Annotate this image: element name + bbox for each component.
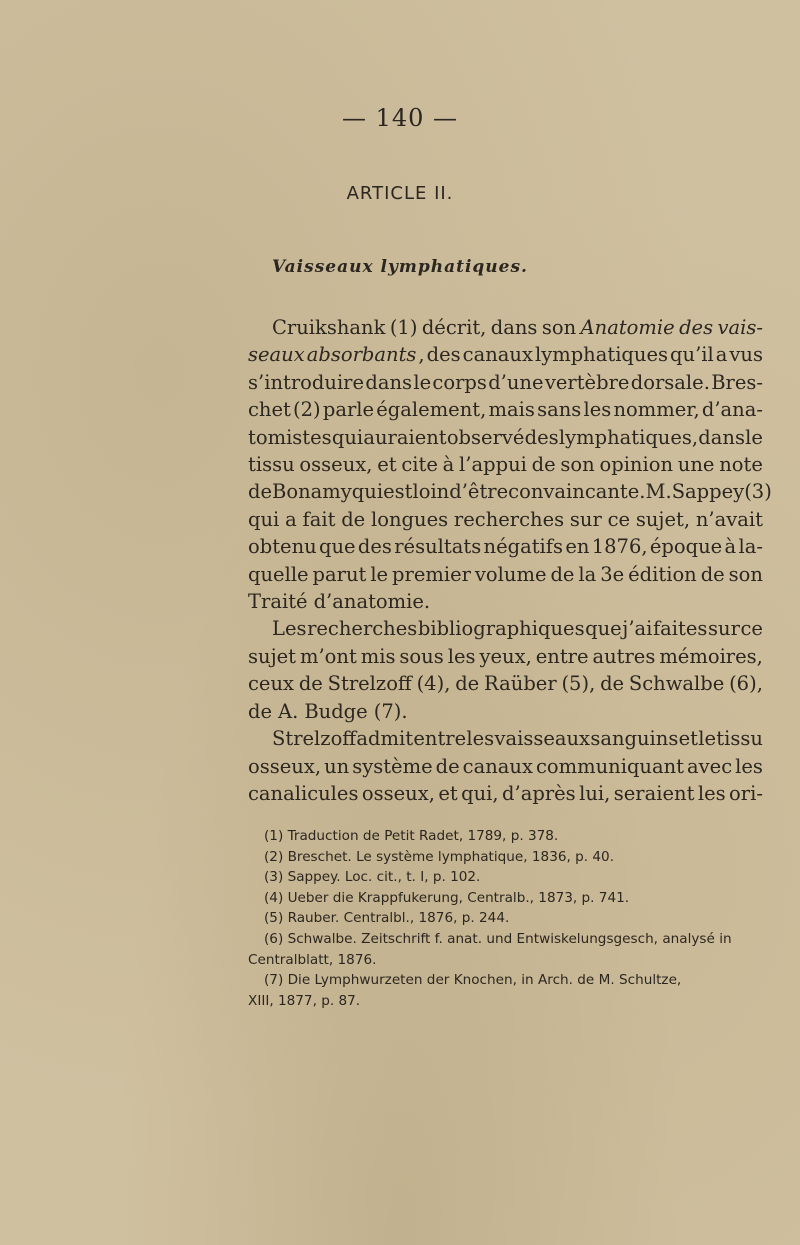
body-line <box>248 451 763 478</box>
word: de <box>298 672 323 696</box>
word: observé <box>446 425 525 449</box>
word: s’introduire <box>248 370 365 394</box>
word: note <box>719 453 763 477</box>
word: sous <box>399 644 444 668</box>
word: (5), <box>561 672 596 696</box>
word: Budge <box>304 699 368 723</box>
word: qui <box>248 507 280 531</box>
word: les <box>583 398 612 422</box>
article-heading: ARTICLE II. <box>346 183 454 204</box>
word: qui <box>351 480 384 504</box>
word: bibliographiques <box>417 617 585 641</box>
word: l’appui <box>459 453 527 477</box>
word: premier <box>392 562 471 586</box>
body-line <box>248 588 763 615</box>
word: canalicules <box>248 781 359 805</box>
word: M. <box>645 480 672 504</box>
body-line <box>248 478 772 505</box>
word: également, <box>376 398 487 422</box>
word: tomistes <box>248 425 332 449</box>
body-line <box>248 314 763 341</box>
word: à <box>724 535 737 559</box>
word: osseux, <box>299 453 373 477</box>
footnote: (7) Die Lymphwurzeten der Knochen, in Arch. de M. Schultze, <box>264 972 682 989</box>
word: ce <box>740 617 763 641</box>
word: vaisseaux <box>494 727 591 751</box>
body-line <box>248 753 763 780</box>
word: longues <box>371 507 449 531</box>
word: dans <box>698 425 745 449</box>
word: dans <box>365 370 413 394</box>
body-line <box>248 780 763 807</box>
word: dorsale. <box>630 370 710 394</box>
word: des <box>524 425 559 449</box>
word: Bonamy <box>272 480 352 504</box>
word: canaux <box>462 343 533 367</box>
word: autres <box>592 644 656 668</box>
body-line <box>248 424 763 451</box>
word: qui, <box>461 781 499 805</box>
body-line <box>248 341 763 368</box>
word: lymphatiques, <box>558 425 699 449</box>
word: des <box>679 316 714 339</box>
word: son <box>541 316 577 339</box>
word: a <box>285 507 297 531</box>
section-title: Vaisseaux lymphatiques. <box>272 257 528 277</box>
word: A. <box>278 699 299 723</box>
word: le <box>745 425 763 449</box>
word: d’anatomie. <box>313 590 431 614</box>
word: 3e <box>600 562 625 586</box>
word: que <box>319 535 356 559</box>
body-text <box>248 314 772 807</box>
word: son <box>728 562 763 586</box>
word: d’être <box>449 480 509 504</box>
footnote: (4) Ueber die Krappfukerung, Centralb., 1873, p. 741. <box>264 889 630 906</box>
word: ceux <box>248 672 295 696</box>
word: la- <box>738 535 763 559</box>
word: un <box>324 754 350 778</box>
word: la <box>578 562 597 586</box>
word: canaux <box>462 754 533 778</box>
word: système <box>352 754 433 778</box>
word: j’ai <box>622 617 653 641</box>
word: sanguins <box>590 727 679 751</box>
word: (4), <box>416 672 451 696</box>
word: communiquant <box>535 754 685 778</box>
word: résultats <box>394 535 482 559</box>
word: vertèbre <box>544 370 630 394</box>
word: faites <box>652 617 708 641</box>
word: 1876, <box>591 535 648 559</box>
word: lymphatiques <box>534 343 669 367</box>
word: (2) <box>293 398 321 422</box>
word: le <box>698 727 717 751</box>
word: les <box>697 781 726 805</box>
word: son <box>560 453 595 477</box>
word: recherches <box>307 617 418 641</box>
word: opinion <box>599 453 674 477</box>
word: tissu <box>716 727 763 751</box>
word: de <box>700 562 725 586</box>
word: auraient <box>363 425 447 449</box>
word: à <box>442 453 455 477</box>
word: ori- <box>729 781 763 805</box>
word: n’avait <box>695 507 763 531</box>
word: cite <box>401 453 438 477</box>
word: seraient <box>613 781 695 805</box>
word: et <box>678 727 698 751</box>
word: de <box>341 507 366 531</box>
word: d’ana- <box>701 398 763 422</box>
word: Cruikshank <box>272 316 386 339</box>
word: d’après <box>502 781 576 805</box>
word: en <box>565 535 590 559</box>
word: décrit, <box>421 316 487 339</box>
word: (6), <box>729 672 763 696</box>
word: Schwalbe <box>628 672 725 696</box>
word: recherches <box>453 507 565 531</box>
body-line <box>248 396 763 423</box>
word: sur <box>708 617 740 641</box>
body-line <box>248 533 763 560</box>
word: Strelzoff <box>327 672 412 696</box>
body-line <box>248 643 763 670</box>
word: volume <box>474 562 547 586</box>
word: Raüber <box>484 672 557 696</box>
word: lui, <box>579 781 611 805</box>
word: de <box>248 699 273 723</box>
word: une <box>677 453 715 477</box>
word: convaincante. <box>508 480 646 504</box>
word: chet <box>248 398 291 422</box>
body-line <box>248 369 763 396</box>
word: tissu <box>248 453 295 477</box>
word: (3) <box>744 480 772 504</box>
word: de <box>600 672 625 696</box>
word: mémoires, <box>659 644 763 668</box>
word: absorbants <box>306 343 417 367</box>
word: qu’il <box>670 343 714 367</box>
word: de <box>531 453 556 477</box>
word: le <box>370 562 389 586</box>
word: des <box>426 343 461 367</box>
word: que <box>585 617 622 641</box>
word: m’ont <box>299 644 357 668</box>
footnote: (6) Schwalbe. Zeitschrift f. anat. und Entwiskelungsgesch, analysé in <box>264 930 732 947</box>
word: , <box>418 343 425 367</box>
word: a <box>715 343 728 367</box>
word: entre <box>535 644 589 668</box>
word: nommer, <box>613 398 700 422</box>
word: admit <box>356 727 414 751</box>
footnote: (5) Rauber. Centralbl., 1876, p. 244. <box>264 910 510 927</box>
word: est <box>383 480 413 504</box>
body-line <box>248 506 763 533</box>
word: de <box>550 562 575 586</box>
word: mais <box>488 398 535 422</box>
word: de <box>455 672 480 696</box>
word: avec <box>687 754 733 778</box>
word: sans <box>537 398 582 422</box>
word: Strelzoff <box>272 727 357 751</box>
word: ce <box>607 507 631 531</box>
body-line <box>248 698 763 725</box>
body-line <box>248 725 763 752</box>
footnote: (1) Traduction de Petit Radet, 1789, p. 378. <box>264 828 559 844</box>
footnotes <box>248 826 763 1011</box>
word: yeux, <box>479 644 532 668</box>
word: et <box>438 781 458 805</box>
word: de <box>435 754 460 778</box>
word: les <box>735 754 763 778</box>
word: le <box>413 370 432 394</box>
word: (7). <box>373 699 408 723</box>
word: osseux, <box>248 754 322 778</box>
word: corps <box>432 370 487 394</box>
word: obtenu <box>248 535 317 559</box>
word: fait <box>302 507 336 531</box>
word: Traité <box>248 590 308 614</box>
word: (1) <box>389 316 418 339</box>
word: d’une <box>488 370 544 394</box>
word: Sappey <box>671 480 745 504</box>
page-number: — 140 — <box>341 104 459 132</box>
word: de <box>248 480 273 504</box>
word: Bres- <box>711 370 763 394</box>
word: Anatomie <box>580 316 675 339</box>
word: seaux <box>248 343 305 367</box>
word: sur <box>569 507 602 531</box>
word: des <box>357 535 392 559</box>
word: édition <box>628 562 697 586</box>
word: Les <box>272 617 307 641</box>
word: vais- <box>717 316 763 339</box>
footnote: XIII, 1877, p. 87. <box>248 992 361 1009</box>
word: sujet <box>248 644 296 668</box>
word: dans <box>490 316 538 339</box>
body-line <box>248 670 763 697</box>
footnote: (2) Breschet. Le système lymphatique, 1836, p. 40. <box>264 848 615 865</box>
word: parut <box>312 562 367 586</box>
word: vus <box>729 343 763 367</box>
body-line <box>248 561 763 588</box>
word: les <box>447 644 476 668</box>
footnote: Centralblatt, 1876. <box>248 951 377 968</box>
word: osseux, <box>361 781 435 805</box>
word: quelle <box>248 562 309 586</box>
footnote: (3) Sappey. Loc. cit., t. I, p. 102. <box>264 869 481 886</box>
word: entre <box>413 727 467 751</box>
word: qui <box>331 425 364 449</box>
body-line <box>248 615 763 642</box>
word: sujet, <box>635 507 691 531</box>
word: loin <box>412 480 450 504</box>
word: époque <box>649 535 723 559</box>
word: et <box>377 453 397 477</box>
word: les <box>466 727 495 751</box>
word: parle <box>322 398 375 422</box>
word: négatifs <box>483 535 564 559</box>
word: mis <box>360 644 396 668</box>
